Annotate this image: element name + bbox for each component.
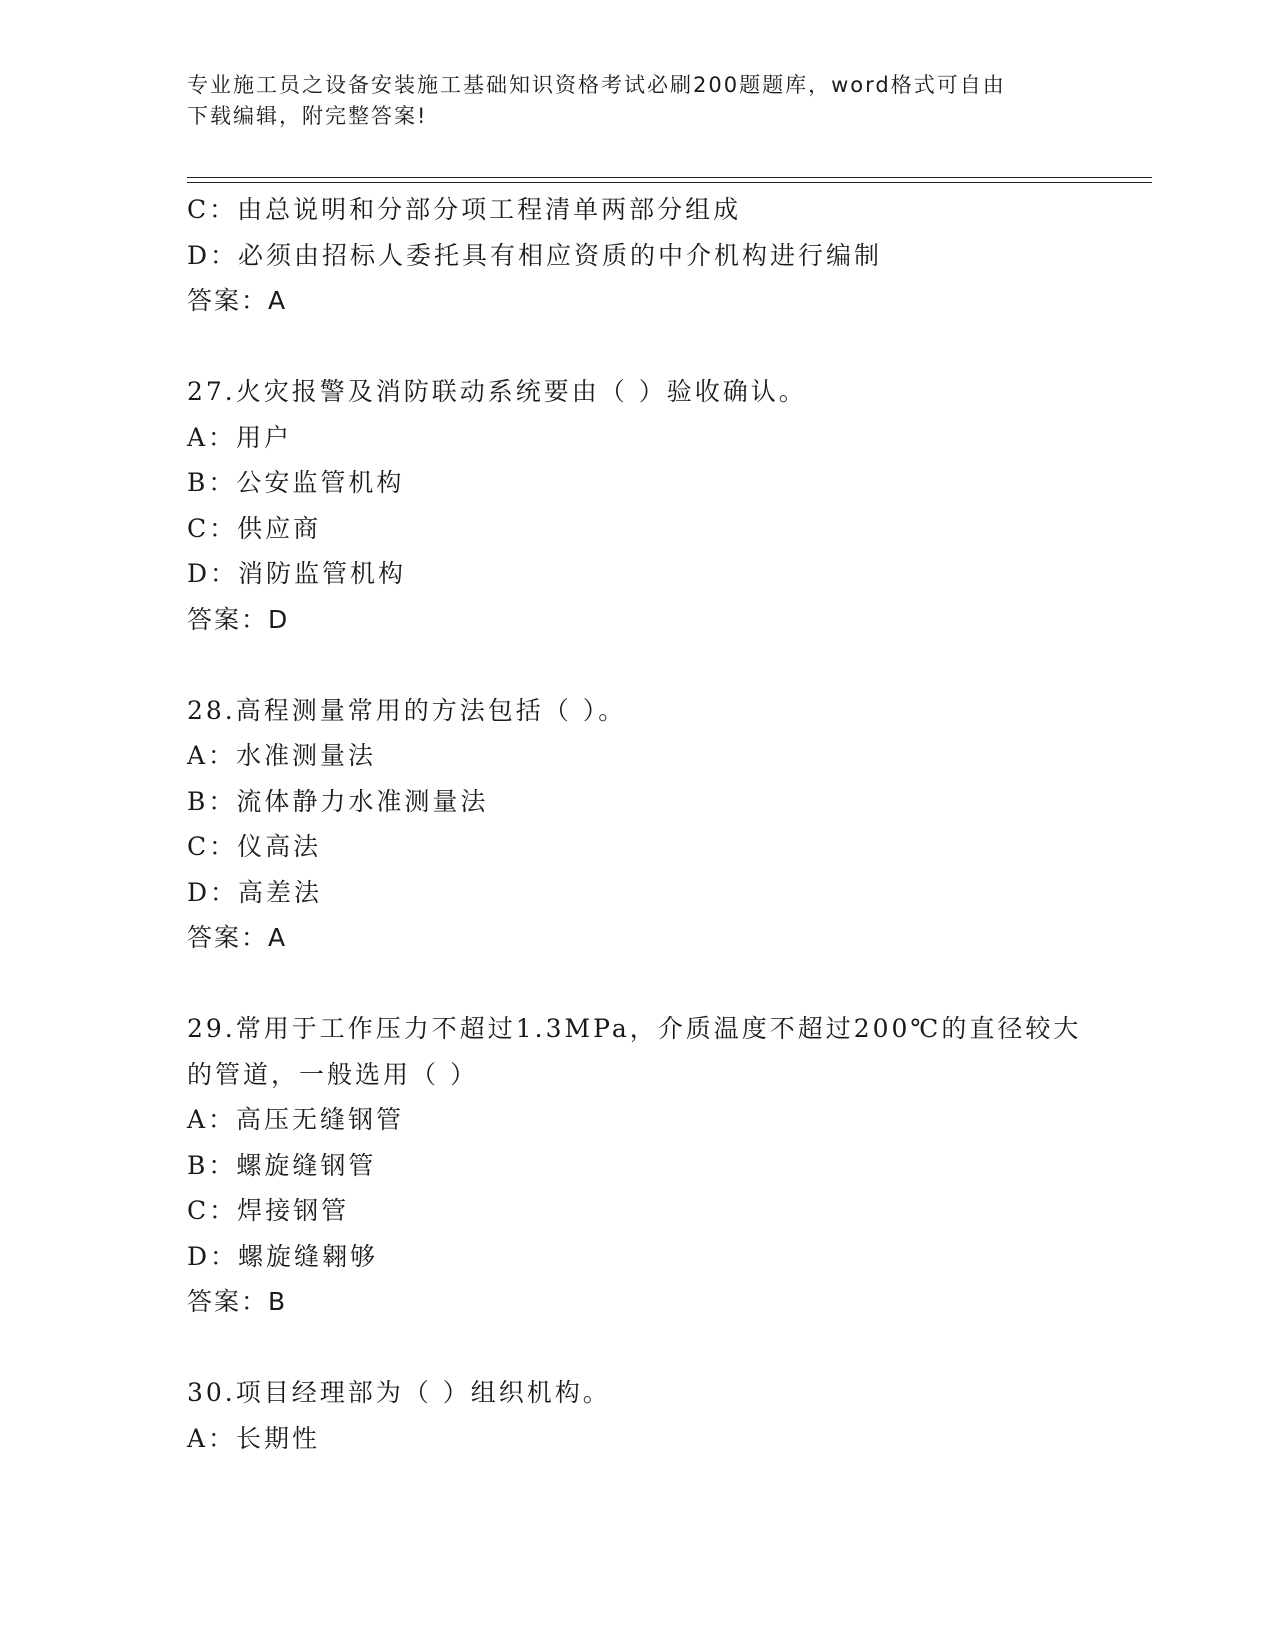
question-stem-line-1: 29.常用于工作压力不超过1.3MPa，介质温度不超过200℃的直径较大 bbox=[187, 1014, 1082, 1043]
option-d: D：必须由招标人委托具有相应资质的中介机构进行编制 bbox=[187, 240, 883, 270]
option-d: D：螺旋缝翱够 bbox=[187, 1241, 379, 1271]
question-list bbox=[187, 187, 1087, 1461]
option-c: C：焊接钢管 bbox=[187, 1196, 350, 1225]
question-29 bbox=[187, 1006, 1087, 1325]
option-d: D：高差法 bbox=[187, 877, 323, 907]
option-c: C：由总说明和分部分项工程清单两部分组成 bbox=[187, 195, 742, 224]
spacer bbox=[187, 642, 1087, 688]
spacer bbox=[187, 961, 1087, 1007]
option-b: B：流体静力水准测量法 bbox=[187, 786, 489, 816]
option-a: A：水准测量法 bbox=[187, 741, 377, 770]
document-header bbox=[187, 70, 1067, 132]
question-27 bbox=[187, 369, 1087, 642]
question-stem-line-2: 的管道，一般选用（ ） bbox=[187, 1059, 478, 1089]
question-26-continued bbox=[187, 187, 1087, 324]
answer-line: 答案：D bbox=[187, 604, 290, 634]
option-a: A：用户 bbox=[187, 422, 293, 452]
header-title-line-1: 专业施工员之设备安装施工基础知识资格考试必刷200题题库，word格式可自由 bbox=[187, 73, 1006, 97]
question-30 bbox=[187, 1370, 1087, 1461]
option-c: C：供应商 bbox=[187, 513, 322, 543]
option-d: D：消防监管机构 bbox=[187, 559, 407, 588]
header-divider-bottom bbox=[187, 182, 1152, 183]
question-28 bbox=[187, 688, 1087, 961]
question-stem: 27.火灾报警及消防联动系统要由（ ）验收确认。 bbox=[187, 377, 807, 406]
option-a: A：长期性 bbox=[187, 1423, 321, 1453]
header-divider-top bbox=[187, 177, 1152, 178]
question-stem: 28.高程测量常用的方法包括（ ）。 bbox=[187, 695, 627, 725]
option-b: B：螺旋缝钢管 bbox=[187, 1150, 377, 1180]
answer-line: 答案：A bbox=[187, 923, 288, 952]
spacer bbox=[187, 1325, 1087, 1371]
option-a: A：高压无缝钢管 bbox=[187, 1105, 405, 1134]
spacer bbox=[187, 324, 1087, 370]
option-b: B：公安监管机构 bbox=[187, 468, 405, 497]
answer-line: 答案：A bbox=[187, 286, 288, 315]
header-title-line-2: 下载编辑，附完整答案! bbox=[187, 104, 428, 128]
question-stem: 30.项目经理部为（ ）组织机构。 bbox=[187, 1378, 611, 1407]
answer-line: 答案：B bbox=[187, 1287, 288, 1316]
option-c: C：仪高法 bbox=[187, 832, 322, 861]
